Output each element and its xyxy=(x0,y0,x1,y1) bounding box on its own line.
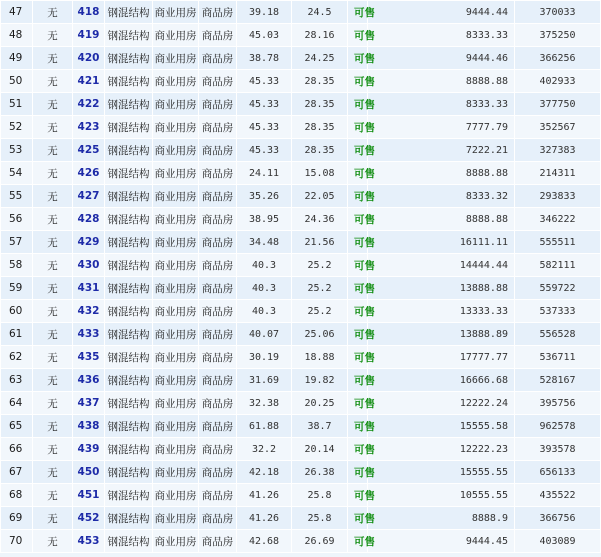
unit-price-cell: 7777.79 xyxy=(368,116,515,139)
total-price-cell: 435522 xyxy=(515,484,601,507)
layer-cell: 无 xyxy=(33,208,73,231)
housing-type-cell: 商品房 xyxy=(199,47,237,70)
inner-area-cell: 25.2 xyxy=(292,300,348,323)
usage-cell: 商业用房 xyxy=(153,254,199,277)
unit-price-cell: 15555.55 xyxy=(368,461,515,484)
unit-number-link[interactable]: 418 xyxy=(73,1,105,24)
row-seq-cell: 52 xyxy=(1,116,33,139)
housing-type-cell: 商品房 xyxy=(199,438,237,461)
housing-type-cell: 商品房 xyxy=(199,484,237,507)
area-cell: 38.95 xyxy=(237,208,292,231)
unit-price-cell: 9444.45 xyxy=(368,530,515,553)
usage-cell: 商业用房 xyxy=(153,93,199,116)
unit-number-link[interactable]: 431 xyxy=(73,277,105,300)
usage-cell: 商业用房 xyxy=(153,507,199,530)
table-row xyxy=(1,162,601,185)
status-cell: 可售 xyxy=(348,208,368,231)
unit-number-link[interactable]: 430 xyxy=(73,254,105,277)
status-cell: 可售 xyxy=(348,346,368,369)
area-cell: 42.68 xyxy=(237,530,292,553)
row-seq-cell: 64 xyxy=(1,392,33,415)
unit-number-link[interactable]: 429 xyxy=(73,231,105,254)
table-row xyxy=(1,461,601,484)
unit-price-cell: 8888.88 xyxy=(368,208,515,231)
status-cell: 可售 xyxy=(348,438,368,461)
area-cell: 38.78 xyxy=(237,47,292,70)
unit-number-link[interactable]: 436 xyxy=(73,369,105,392)
unit-number-link[interactable]: 425 xyxy=(73,139,105,162)
housing-type-cell: 商品房 xyxy=(199,162,237,185)
housing-type-cell: 商品房 xyxy=(199,507,237,530)
structure-cell: 钢混结构 xyxy=(105,254,153,277)
unit-price-cell: 8888.88 xyxy=(368,70,515,93)
status-cell: 可售 xyxy=(348,24,368,47)
unit-number-link[interactable]: 451 xyxy=(73,484,105,507)
housing-type-cell: 商品房 xyxy=(199,461,237,484)
area-cell: 39.18 xyxy=(237,1,292,24)
layer-cell: 无 xyxy=(33,139,73,162)
table-row xyxy=(1,70,601,93)
structure-cell: 钢混结构 xyxy=(105,208,153,231)
table-row xyxy=(1,116,601,139)
table-body xyxy=(1,1,601,553)
area-cell: 30.19 xyxy=(237,346,292,369)
total-price-cell: 327383 xyxy=(515,139,601,162)
housing-type-cell: 商品房 xyxy=(199,369,237,392)
structure-cell: 钢混结构 xyxy=(105,231,153,254)
usage-cell: 商业用房 xyxy=(153,300,199,323)
total-price-cell: 537333 xyxy=(515,300,601,323)
unit-price-cell: 8333.33 xyxy=(368,24,515,47)
table-row xyxy=(1,438,601,461)
usage-cell: 商业用房 xyxy=(153,70,199,93)
structure-cell: 钢混结构 xyxy=(105,484,153,507)
inner-area-cell: 20.25 xyxy=(292,392,348,415)
layer-cell: 无 xyxy=(33,1,73,24)
housing-type-cell: 商品房 xyxy=(199,1,237,24)
area-cell: 34.48 xyxy=(237,231,292,254)
unit-price-cell: 15555.58 xyxy=(368,415,515,438)
housing-type-cell: 商品房 xyxy=(199,24,237,47)
housing-type-cell: 商品房 xyxy=(199,254,237,277)
table-row xyxy=(1,208,601,231)
unit-number-link[interactable]: 419 xyxy=(73,24,105,47)
table-row xyxy=(1,47,601,70)
row-seq-cell: 56 xyxy=(1,208,33,231)
status-cell: 可售 xyxy=(348,139,368,162)
unit-number-link[interactable]: 438 xyxy=(73,415,105,438)
housing-type-cell: 商品房 xyxy=(199,231,237,254)
area-cell: 40.07 xyxy=(237,323,292,346)
unit-price-cell: 13888.88 xyxy=(368,277,515,300)
structure-cell: 钢混结构 xyxy=(105,1,153,24)
usage-cell: 商业用房 xyxy=(153,116,199,139)
table-row xyxy=(1,346,601,369)
unit-price-cell: 7222.21 xyxy=(368,139,515,162)
area-cell: 41.26 xyxy=(237,484,292,507)
status-cell: 可售 xyxy=(348,185,368,208)
housing-type-cell: 商品房 xyxy=(199,415,237,438)
unit-number-link[interactable]: 437 xyxy=(73,392,105,415)
inner-area-cell: 25.2 xyxy=(292,277,348,300)
inner-area-cell: 26.69 xyxy=(292,530,348,553)
unit-number-link[interactable]: 453 xyxy=(73,530,105,553)
status-cell: 可售 xyxy=(348,484,368,507)
housing-type-cell: 商品房 xyxy=(199,70,237,93)
layer-cell: 无 xyxy=(33,70,73,93)
layer-cell: 无 xyxy=(33,323,73,346)
total-price-cell: 528167 xyxy=(515,369,601,392)
table-row xyxy=(1,415,601,438)
inner-area-cell: 21.56 xyxy=(292,231,348,254)
usage-cell: 商业用房 xyxy=(153,392,199,415)
table-row xyxy=(1,369,601,392)
table-row xyxy=(1,254,601,277)
area-cell: 45.33 xyxy=(237,116,292,139)
row-seq-cell: 50 xyxy=(1,70,33,93)
inner-area-cell: 19.82 xyxy=(292,369,348,392)
unit-number-link[interactable]: 426 xyxy=(73,162,105,185)
structure-cell: 钢混结构 xyxy=(105,438,153,461)
unit-price-cell: 16111.11 xyxy=(368,231,515,254)
inner-area-cell: 24.5 xyxy=(292,1,348,24)
table-row xyxy=(1,300,601,323)
layer-cell: 无 xyxy=(33,530,73,553)
unit-number-link[interactable]: 422 xyxy=(73,93,105,116)
structure-cell: 钢混结构 xyxy=(105,300,153,323)
table-row xyxy=(1,231,601,254)
layer-cell: 无 xyxy=(33,185,73,208)
total-price-cell: 555511 xyxy=(515,231,601,254)
area-cell: 40.3 xyxy=(237,300,292,323)
status-cell: 可售 xyxy=(348,93,368,116)
area-cell: 42.18 xyxy=(237,461,292,484)
layer-cell: 无 xyxy=(33,277,73,300)
layer-cell: 无 xyxy=(33,300,73,323)
structure-cell: 钢混结构 xyxy=(105,185,153,208)
status-cell: 可售 xyxy=(348,415,368,438)
housing-type-cell: 商品房 xyxy=(199,300,237,323)
total-price-cell: 375250 xyxy=(515,24,601,47)
housing-type-cell: 商品房 xyxy=(199,93,237,116)
layer-cell: 无 xyxy=(33,47,73,70)
inner-area-cell: 28.35 xyxy=(292,93,348,116)
structure-cell: 钢混结构 xyxy=(105,346,153,369)
row-seq-cell: 65 xyxy=(1,415,33,438)
unit-number-link[interactable]: 427 xyxy=(73,185,105,208)
unit-number-link[interactable]: 450 xyxy=(73,461,105,484)
structure-cell: 钢混结构 xyxy=(105,530,153,553)
structure-cell: 钢混结构 xyxy=(105,116,153,139)
usage-cell: 商业用房 xyxy=(153,277,199,300)
area-cell: 31.69 xyxy=(237,369,292,392)
inner-area-cell: 25.2 xyxy=(292,254,348,277)
structure-cell: 钢混结构 xyxy=(105,139,153,162)
unit-number-link[interactable]: 423 xyxy=(73,116,105,139)
structure-cell: 钢混结构 xyxy=(105,415,153,438)
housing-type-cell: 商品房 xyxy=(199,116,237,139)
structure-cell: 钢混结构 xyxy=(105,93,153,116)
table-row xyxy=(1,484,601,507)
layer-cell: 无 xyxy=(33,24,73,47)
layer-cell: 无 xyxy=(33,231,73,254)
unit-price-cell: 16666.68 xyxy=(368,369,515,392)
layer-cell: 无 xyxy=(33,346,73,369)
structure-cell: 钢混结构 xyxy=(105,369,153,392)
area-cell: 61.88 xyxy=(237,415,292,438)
row-seq-cell: 49 xyxy=(1,47,33,70)
usage-cell: 商业用房 xyxy=(153,346,199,369)
status-cell: 可售 xyxy=(348,369,368,392)
status-cell: 可售 xyxy=(348,47,368,70)
table-row xyxy=(1,530,601,553)
row-seq-cell: 70 xyxy=(1,530,33,553)
inner-area-cell: 22.05 xyxy=(292,185,348,208)
total-price-cell: 293833 xyxy=(515,185,601,208)
unit-number-link[interactable]: 452 xyxy=(73,507,105,530)
total-price-cell: 370033 xyxy=(515,1,601,24)
status-cell: 可售 xyxy=(348,116,368,139)
table-row xyxy=(1,323,601,346)
inner-area-cell: 24.36 xyxy=(292,208,348,231)
unit-price-cell: 12222.23 xyxy=(368,438,515,461)
row-seq-cell: 66 xyxy=(1,438,33,461)
structure-cell: 钢混结构 xyxy=(105,392,153,415)
layer-cell: 无 xyxy=(33,369,73,392)
row-seq-cell: 69 xyxy=(1,507,33,530)
status-cell: 可售 xyxy=(348,1,368,24)
status-cell: 可售 xyxy=(348,530,368,553)
housing-type-cell: 商品房 xyxy=(199,346,237,369)
status-cell: 可售 xyxy=(348,277,368,300)
total-price-cell: 395756 xyxy=(515,392,601,415)
unit-number-link[interactable]: 433 xyxy=(73,323,105,346)
area-cell: 40.3 xyxy=(237,277,292,300)
inner-area-cell: 28.35 xyxy=(292,70,348,93)
area-cell: 35.26 xyxy=(237,185,292,208)
usage-cell: 商业用房 xyxy=(153,208,199,231)
usage-cell: 商业用房 xyxy=(153,185,199,208)
inner-area-cell: 20.14 xyxy=(292,438,348,461)
area-cell: 40.3 xyxy=(237,254,292,277)
housing-type-cell: 商品房 xyxy=(199,208,237,231)
table-row xyxy=(1,277,601,300)
row-seq-cell: 60 xyxy=(1,300,33,323)
inner-area-cell: 25.8 xyxy=(292,484,348,507)
row-seq-cell: 68 xyxy=(1,484,33,507)
inner-area-cell: 25.06 xyxy=(292,323,348,346)
unit-price-cell: 10555.55 xyxy=(368,484,515,507)
usage-cell: 商业用房 xyxy=(153,323,199,346)
usage-cell: 商业用房 xyxy=(153,139,199,162)
status-cell: 可售 xyxy=(348,162,368,185)
unit-price-cell: 17777.77 xyxy=(368,346,515,369)
status-cell: 可售 xyxy=(348,231,368,254)
usage-cell: 商业用房 xyxy=(153,461,199,484)
layer-cell: 无 xyxy=(33,461,73,484)
structure-cell: 钢混结构 xyxy=(105,162,153,185)
area-cell: 45.03 xyxy=(237,24,292,47)
total-price-cell: 559722 xyxy=(515,277,601,300)
table-row xyxy=(1,392,601,415)
inner-area-cell: 38.7 xyxy=(292,415,348,438)
table-row xyxy=(1,1,601,24)
area-cell: 45.33 xyxy=(237,139,292,162)
total-price-cell: 346222 xyxy=(515,208,601,231)
status-cell: 可售 xyxy=(348,323,368,346)
housing-type-cell: 商品房 xyxy=(199,185,237,208)
usage-cell: 商业用房 xyxy=(153,530,199,553)
status-cell: 可售 xyxy=(348,254,368,277)
total-price-cell: 536711 xyxy=(515,346,601,369)
unit-number-link[interactable]: 435 xyxy=(73,346,105,369)
usage-cell: 商业用房 xyxy=(153,1,199,24)
area-cell: 32.2 xyxy=(237,438,292,461)
total-price-cell: 377750 xyxy=(515,93,601,116)
unit-price-cell: 12222.24 xyxy=(368,392,515,415)
status-cell: 可售 xyxy=(348,392,368,415)
total-price-cell: 582111 xyxy=(515,254,601,277)
structure-cell: 钢混结构 xyxy=(105,24,153,47)
unit-number-link[interactable]: 428 xyxy=(73,208,105,231)
usage-cell: 商业用房 xyxy=(153,438,199,461)
unit-price-cell: 9444.44 xyxy=(368,1,515,24)
row-seq-cell: 58 xyxy=(1,254,33,277)
usage-cell: 商业用房 xyxy=(153,24,199,47)
row-seq-cell: 47 xyxy=(1,1,33,24)
layer-cell: 无 xyxy=(33,415,73,438)
status-cell: 可售 xyxy=(348,300,368,323)
table-row xyxy=(1,139,601,162)
layer-cell: 无 xyxy=(33,116,73,139)
total-price-cell: 656133 xyxy=(515,461,601,484)
usage-cell: 商业用房 xyxy=(153,484,199,507)
usage-cell: 商业用房 xyxy=(153,162,199,185)
usage-cell: 商业用房 xyxy=(153,47,199,70)
total-price-cell: 214311 xyxy=(515,162,601,185)
usage-cell: 商业用房 xyxy=(153,369,199,392)
total-price-cell: 352567 xyxy=(515,116,601,139)
structure-cell: 钢混结构 xyxy=(105,70,153,93)
row-seq-cell: 67 xyxy=(1,461,33,484)
area-cell: 32.38 xyxy=(237,392,292,415)
housing-type-cell: 商品房 xyxy=(199,392,237,415)
unit-number-link[interactable]: 439 xyxy=(73,438,105,461)
structure-cell: 钢混结构 xyxy=(105,277,153,300)
usage-cell: 商业用房 xyxy=(153,231,199,254)
total-price-cell: 393578 xyxy=(515,438,601,461)
row-seq-cell: 59 xyxy=(1,277,33,300)
row-seq-cell: 53 xyxy=(1,139,33,162)
total-price-cell: 403089 xyxy=(515,530,601,553)
table-row xyxy=(1,507,601,530)
inner-area-cell: 15.08 xyxy=(292,162,348,185)
layer-cell: 无 xyxy=(33,254,73,277)
unit-price-cell: 9444.46 xyxy=(368,47,515,70)
unit-price-cell: 13333.33 xyxy=(368,300,515,323)
unit-price-cell: 8333.32 xyxy=(368,185,515,208)
row-seq-cell: 63 xyxy=(1,369,33,392)
usage-cell: 商业用房 xyxy=(153,415,199,438)
row-seq-cell: 55 xyxy=(1,185,33,208)
inner-area-cell: 18.88 xyxy=(292,346,348,369)
unit-price-cell: 8888.88 xyxy=(368,162,515,185)
layer-cell: 无 xyxy=(33,438,73,461)
area-cell: 24.11 xyxy=(237,162,292,185)
structure-cell: 钢混结构 xyxy=(105,47,153,70)
table-row xyxy=(1,93,601,116)
total-price-cell: 962578 xyxy=(515,415,601,438)
total-price-cell: 402933 xyxy=(515,70,601,93)
unit-number-link[interactable]: 420 xyxy=(73,47,105,70)
inner-area-cell: 28.35 xyxy=(292,116,348,139)
area-cell: 45.33 xyxy=(237,93,292,116)
area-cell: 45.33 xyxy=(237,70,292,93)
row-seq-cell: 57 xyxy=(1,231,33,254)
structure-cell: 钢混结构 xyxy=(105,461,153,484)
total-price-cell: 556528 xyxy=(515,323,601,346)
unit-price-cell: 13888.89 xyxy=(368,323,515,346)
table-row xyxy=(1,185,601,208)
housing-type-cell: 商品房 xyxy=(199,139,237,162)
row-seq-cell: 54 xyxy=(1,162,33,185)
layer-cell: 无 xyxy=(33,392,73,415)
status-cell: 可售 xyxy=(348,70,368,93)
layer-cell: 无 xyxy=(33,484,73,507)
inner-area-cell: 28.16 xyxy=(292,24,348,47)
layer-cell: 无 xyxy=(33,162,73,185)
inner-area-cell: 28.35 xyxy=(292,139,348,162)
row-seq-cell: 48 xyxy=(1,24,33,47)
total-price-cell: 366756 xyxy=(515,507,601,530)
row-seq-cell: 61 xyxy=(1,323,33,346)
housing-type-cell: 商品房 xyxy=(199,323,237,346)
structure-cell: 钢混结构 xyxy=(105,507,153,530)
layer-cell: 无 xyxy=(33,507,73,530)
row-seq-cell: 62 xyxy=(1,346,33,369)
unit-price-cell: 8333.33 xyxy=(368,93,515,116)
structure-cell: 钢混结构 xyxy=(105,323,153,346)
inner-area-cell: 24.25 xyxy=(292,47,348,70)
status-cell: 可售 xyxy=(348,461,368,484)
housing-type-cell: 商品房 xyxy=(199,530,237,553)
inner-area-cell: 26.38 xyxy=(292,461,348,484)
total-price-cell: 366256 xyxy=(515,47,601,70)
table-row xyxy=(1,24,601,47)
unit-number-link[interactable]: 432 xyxy=(73,300,105,323)
status-cell: 可售 xyxy=(348,507,368,530)
unit-price-cell: 8888.9 xyxy=(368,507,515,530)
housing-type-cell: 商品房 xyxy=(199,277,237,300)
inner-area-cell: 25.8 xyxy=(292,507,348,530)
row-seq-cell: 51 xyxy=(1,93,33,116)
unit-price-cell: 14444.44 xyxy=(368,254,515,277)
unit-number-link[interactable]: 421 xyxy=(73,70,105,93)
area-cell: 41.26 xyxy=(237,507,292,530)
layer-cell: 无 xyxy=(33,93,73,116)
